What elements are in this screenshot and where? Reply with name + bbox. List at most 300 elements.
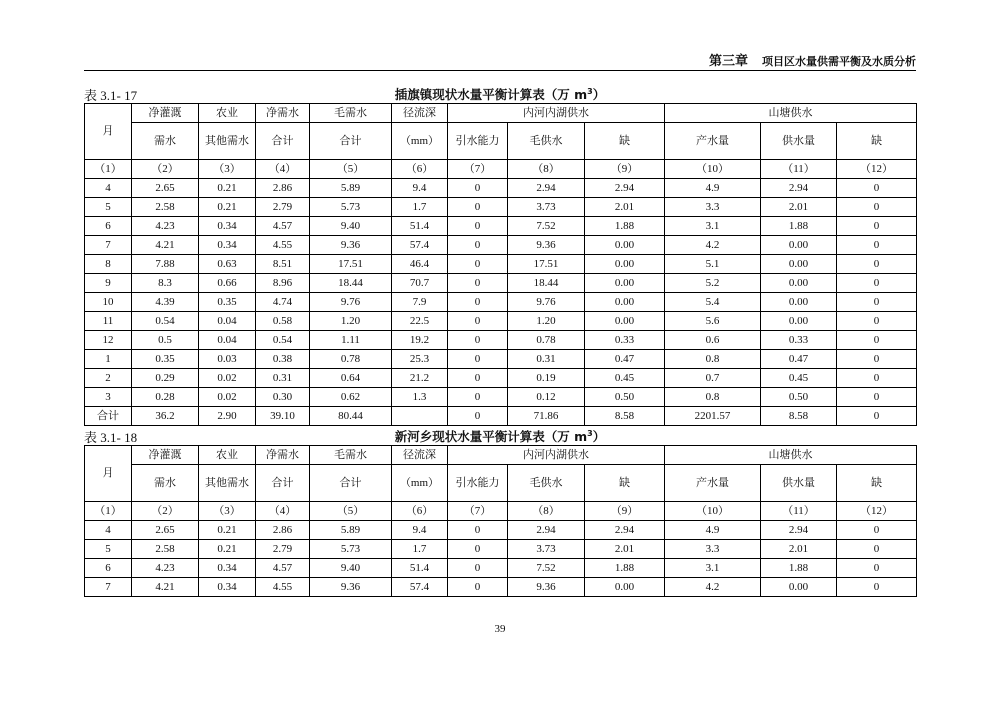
table-cell: 2.58: [132, 198, 199, 217]
table-cell: 0: [448, 312, 508, 331]
table-cell: 0.47: [585, 350, 665, 369]
header-cell: 供水量: [761, 123, 837, 160]
table-cell: 0.00: [761, 293, 837, 312]
table-row: [85, 559, 917, 578]
header-cell: 供水量: [761, 465, 837, 502]
header-cell: 净灌溉: [132, 104, 199, 123]
table-cell: 0: [837, 217, 917, 236]
table-cell: 0: [837, 350, 917, 369]
header-cell: 农业: [199, 104, 256, 123]
table-cell: 0: [448, 578, 508, 597]
index-cell: （7）: [448, 502, 508, 521]
header-cell: 月: [85, 104, 132, 160]
table-cell: 1.20: [508, 312, 585, 331]
table-cell: 0: [837, 236, 917, 255]
index-cell: （4）: [256, 160, 310, 179]
table-cell: 0: [448, 521, 508, 540]
table-title: 插旗镇现状水量平衡计算表（万 $m^3$）: [394, 86, 606, 102]
header-cell: 内河内湖供水: [448, 446, 665, 465]
table-cell: 0: [837, 255, 917, 274]
table-cell: 0.00: [761, 255, 837, 274]
table-row: [85, 255, 917, 274]
table-cell: 7: [85, 578, 132, 597]
table-cell: 25.3: [392, 350, 448, 369]
table-cell: 4: [85, 521, 132, 540]
header-cell: 合计: [256, 465, 310, 502]
index-cell: （2）: [132, 160, 199, 179]
header-cell: 缺: [585, 123, 665, 160]
table-cell: 8.58: [585, 407, 665, 426]
table-row: [85, 578, 917, 597]
table-cell: 0.31: [256, 369, 310, 388]
table-cell: 0: [837, 198, 917, 217]
table-cell: 46.4: [392, 255, 448, 274]
table-cell: 7.52: [508, 217, 585, 236]
table-cell: 3.1: [665, 217, 761, 236]
table-title: 新河乡现状水量平衡计算表（万 $m^3$）: [394, 428, 606, 444]
table-cell: 7: [85, 236, 132, 255]
table-cell: 51.4: [392, 559, 448, 578]
table-cell: 0: [448, 217, 508, 236]
table-cell: 17.51: [508, 255, 585, 274]
table-cell: 0.78: [310, 350, 392, 369]
table-cell: 0.21: [199, 540, 256, 559]
header-cell: 净灌溉: [132, 446, 199, 465]
header-row: [85, 104, 917, 123]
table-cell: 0: [448, 198, 508, 217]
water-balance-table: [84, 445, 917, 597]
table-cell: 0.54: [132, 312, 199, 331]
table-cell: 0: [448, 388, 508, 407]
table-cell: 18.44: [310, 274, 392, 293]
table-cell: 0.00: [761, 312, 837, 331]
header-cell: 缺: [585, 465, 665, 502]
table-cell: 2.94: [761, 179, 837, 198]
table-cell: 0.34: [199, 217, 256, 236]
table-cell: 2.94: [761, 521, 837, 540]
table-cell: 0.63: [199, 255, 256, 274]
index-cell: （3）: [199, 502, 256, 521]
table-cell: 3.3: [665, 198, 761, 217]
table-cell: 3.1: [665, 559, 761, 578]
index-cell: （1）: [85, 502, 132, 521]
header-cell: 净需水: [256, 104, 310, 123]
table-cell: 0.50: [585, 388, 665, 407]
table-cell: 0.45: [761, 369, 837, 388]
header-cell: 需水: [132, 123, 199, 160]
table-cell: 8: [85, 255, 132, 274]
table-cell: 2.65: [132, 179, 199, 198]
table-cell: 5.73: [310, 198, 392, 217]
header-row: [85, 123, 917, 160]
table-cell: 57.4: [392, 236, 448, 255]
table-cell: 7.52: [508, 559, 585, 578]
table-cell: 0: [837, 540, 917, 559]
table-cell: 2.58: [132, 540, 199, 559]
table-cell: 5: [85, 198, 132, 217]
page-header: [84, 50, 916, 68]
table-cell: 9.76: [310, 293, 392, 312]
index-cell: （2）: [132, 502, 199, 521]
table-number: 表 3.1- 18: [84, 430, 138, 445]
table-cell: 11: [85, 312, 132, 331]
header-cell: 月: [85, 446, 132, 502]
table-row: [85, 274, 917, 293]
table-cell: 0.54: [256, 331, 310, 350]
table-cell: 0.12: [508, 388, 585, 407]
table-cell: 0.28: [132, 388, 199, 407]
index-cell: （5）: [310, 502, 392, 521]
table-cell: 2.01: [761, 540, 837, 559]
table-cell: [392, 407, 448, 426]
table-cell: 2.01: [585, 540, 665, 559]
header-cell: 引水能力: [448, 123, 508, 160]
table-cell: 0.04: [199, 312, 256, 331]
table-cell: 0: [448, 293, 508, 312]
index-cell: （10）: [665, 160, 761, 179]
index-cell: （7）: [448, 160, 508, 179]
table-cell: 6: [85, 559, 132, 578]
index-cell: （9）: [585, 160, 665, 179]
table-cell: 80.44: [310, 407, 392, 426]
index-cell: （9）: [585, 502, 665, 521]
table-cell: 4.23: [132, 559, 199, 578]
table-cell: 7.88: [132, 255, 199, 274]
table-cell: 0: [837, 293, 917, 312]
table-cell: 6: [85, 217, 132, 236]
table-cell: 0: [448, 274, 508, 293]
table-row: [85, 198, 917, 217]
table-cell: 2.86: [256, 521, 310, 540]
table-cell: 5.6: [665, 312, 761, 331]
index-cell: （6）: [392, 160, 448, 179]
table-cell: 1.88: [585, 559, 665, 578]
table-cell: 4.21: [132, 578, 199, 597]
table-row: [85, 236, 917, 255]
index-cell: （11）: [761, 502, 837, 521]
table-cell: 2.94: [585, 521, 665, 540]
header-cell: 合计: [256, 123, 310, 160]
table-cell: 3: [85, 388, 132, 407]
table-cell: 7.9: [392, 293, 448, 312]
table-cell: 2201.57: [665, 407, 761, 426]
table-cell: 0.31: [508, 350, 585, 369]
table-cell: 9.36: [310, 578, 392, 597]
table-cell: 9.36: [310, 236, 392, 255]
table-cell: 0.35: [199, 293, 256, 312]
table-cell: 1.3: [392, 388, 448, 407]
header-cell: 毛需水: [310, 104, 392, 123]
table-cell: 0.00: [585, 312, 665, 331]
header-cell: 径流深: [392, 104, 448, 123]
table-cell: 0: [448, 369, 508, 388]
table-cell: 5.73: [310, 540, 392, 559]
table-cell: 4.2: [665, 236, 761, 255]
header-cell: 山塘供水: [665, 446, 917, 465]
header-cell: 合计: [310, 123, 392, 160]
table-cell: 4.9: [665, 521, 761, 540]
table-cell: 1.7: [392, 198, 448, 217]
table-cell: 0.33: [585, 331, 665, 350]
table-cell: 0.8: [665, 350, 761, 369]
table-cell: 17.51: [310, 255, 392, 274]
header-cell: 内河内湖供水: [448, 104, 665, 123]
header-cell: 径流深: [392, 446, 448, 465]
table-cell: 5.89: [310, 179, 392, 198]
table-row: [85, 350, 917, 369]
table-cell: 1.88: [585, 217, 665, 236]
table-cell: 0: [837, 521, 917, 540]
header-cell: 产水量: [665, 123, 761, 160]
header-cell: 需水: [132, 465, 199, 502]
table-cell: 0.35: [132, 350, 199, 369]
table-cell: 0: [837, 331, 917, 350]
table-cell: 0: [837, 274, 917, 293]
table-cell: 9.36: [508, 578, 585, 597]
table-cell: 2.90: [199, 407, 256, 426]
table-cell: 2.86: [256, 179, 310, 198]
table-cell: 4.55: [256, 578, 310, 597]
index-cell: （10）: [665, 502, 761, 521]
table-cell: 51.4: [392, 217, 448, 236]
table-cell: 4.57: [256, 559, 310, 578]
table-cell: 2.79: [256, 540, 310, 559]
table-cell: 19.2: [392, 331, 448, 350]
table-cell: 0.8: [665, 388, 761, 407]
table-cell: 4.74: [256, 293, 310, 312]
section-title: 项目区水量供需平衡及水质分析: [762, 55, 916, 68]
table-cell: 1.7: [392, 540, 448, 559]
header-cell: 净需水: [256, 446, 310, 465]
index-row: [85, 160, 917, 179]
chapter-label: 第三章: [708, 54, 748, 69]
table-cell: 0.45: [585, 369, 665, 388]
table-cell: 9.76: [508, 293, 585, 312]
table-cell: 8.96: [256, 274, 310, 293]
header-cell: 毛供水: [508, 123, 585, 160]
table-cell: 0: [837, 407, 917, 426]
table-cell: 2.01: [761, 198, 837, 217]
table-cell: 0.02: [199, 388, 256, 407]
table-cell: 0: [837, 559, 917, 578]
header-cell: （mm）: [392, 123, 448, 160]
table-cell: 9: [85, 274, 132, 293]
table-cell: 5.2: [665, 274, 761, 293]
table-cell: 3.3: [665, 540, 761, 559]
table-cell: 4: [85, 179, 132, 198]
table-cell: 0.04: [199, 331, 256, 350]
table-cell: 3.73: [508, 198, 585, 217]
table-row: [85, 388, 917, 407]
table-cell: 0: [448, 559, 508, 578]
index-cell: （4）: [256, 502, 310, 521]
table-row: [85, 369, 917, 388]
table-cell: 0: [837, 578, 917, 597]
table-cell: 0.66: [199, 274, 256, 293]
index-row: [85, 502, 917, 521]
table-cell: 5: [85, 540, 132, 559]
table-cell: 70.7: [392, 274, 448, 293]
table-cell: 0: [448, 331, 508, 350]
header-rule: [84, 70, 916, 71]
table-cell: 2.94: [585, 179, 665, 198]
table-cell: 8.3: [132, 274, 199, 293]
table-cell: 5.89: [310, 521, 392, 540]
table-cell: 2.79: [256, 198, 310, 217]
table-cell: 0.21: [199, 521, 256, 540]
table-cell: 1.11: [310, 331, 392, 350]
table-cell: 0.00: [761, 578, 837, 597]
table-cell: 36.2: [132, 407, 199, 426]
table-row: [85, 179, 917, 198]
table-cell: 0.00: [585, 255, 665, 274]
header-row: [85, 446, 917, 465]
index-cell: （5）: [310, 160, 392, 179]
table-cell: 0.34: [199, 236, 256, 255]
table-cell: 0.34: [199, 578, 256, 597]
table-cell: 0.29: [132, 369, 199, 388]
index-cell: （12）: [837, 502, 917, 521]
table-cell: 0.00: [585, 293, 665, 312]
table-cell: 4.9: [665, 179, 761, 198]
table-cell: 22.5: [392, 312, 448, 331]
header-cell: 产水量: [665, 465, 761, 502]
table-cell: 0.58: [256, 312, 310, 331]
table-cell: 0: [448, 350, 508, 369]
table-cell: 0.21: [199, 179, 256, 198]
table-cell: 0.00: [585, 578, 665, 597]
table-row: [85, 312, 917, 331]
table-cell: 2.94: [508, 179, 585, 198]
header-cell: 其他需水: [199, 465, 256, 502]
table-cell: 8.51: [256, 255, 310, 274]
table-row: [85, 293, 917, 312]
header-cell: 缺: [837, 465, 917, 502]
table-cell: 0: [448, 407, 508, 426]
index-cell: （6）: [392, 502, 448, 521]
table-cell: 21.2: [392, 369, 448, 388]
table-cell: 3.73: [508, 540, 585, 559]
table-cell: 0.64: [310, 369, 392, 388]
table-cell: 4.55: [256, 236, 310, 255]
table-cell: 9.4: [392, 521, 448, 540]
table-cell: 0: [837, 312, 917, 331]
table-cell: 5.1: [665, 255, 761, 274]
table-cell: 0.21: [199, 198, 256, 217]
header-cell: 农业: [199, 446, 256, 465]
table-cell: 1: [85, 350, 132, 369]
table-caption: [84, 85, 916, 103]
table-cell: 39.10: [256, 407, 310, 426]
table-number: 表 3.1- 17: [84, 88, 138, 103]
table-cell: 18.44: [508, 274, 585, 293]
table-cell: 10: [85, 293, 132, 312]
table-cell: 0.30: [256, 388, 310, 407]
table-cell: 合计: [85, 407, 132, 426]
index-cell: （8）: [508, 502, 585, 521]
table-cell: 4.57: [256, 217, 310, 236]
table-cell: 0.00: [761, 274, 837, 293]
page-number: 39: [494, 623, 506, 635]
table-cell: 0.7: [665, 369, 761, 388]
header-cell: 山塘供水: [665, 104, 917, 123]
header-cell: 合计: [310, 465, 392, 502]
table-cell: 9.40: [310, 217, 392, 236]
table-cell: 0: [837, 179, 917, 198]
index-cell: （11）: [761, 160, 837, 179]
table-row: [85, 331, 917, 350]
table-cell: 0: [448, 236, 508, 255]
table-cell: 2.65: [132, 521, 199, 540]
table-cell: 9.4: [392, 179, 448, 198]
table-cell: 2.01: [585, 198, 665, 217]
table-cell: 0.5: [132, 331, 199, 350]
table-row: [85, 521, 917, 540]
table-cell: 57.4: [392, 578, 448, 597]
table-cell: 0: [837, 369, 917, 388]
table-cell: 1.88: [761, 559, 837, 578]
table-row: [85, 217, 917, 236]
header-cell: 缺: [837, 123, 917, 160]
table-cell: 0: [837, 388, 917, 407]
index-cell: （12）: [837, 160, 917, 179]
table-cell: 0.38: [256, 350, 310, 369]
table-row: [85, 407, 917, 426]
table-cell: 0.50: [761, 388, 837, 407]
table-cell: 1.20: [310, 312, 392, 331]
table-cell: 4.23: [132, 217, 199, 236]
table-cell: 9.36: [508, 236, 585, 255]
header-cell: 毛需水: [310, 446, 392, 465]
table-cell: 0: [448, 179, 508, 198]
table-cell: 8.58: [761, 407, 837, 426]
table-cell: 0.47: [761, 350, 837, 369]
header-cell: （mm）: [392, 465, 448, 502]
table-cell: 0.33: [761, 331, 837, 350]
table-cell: 9.40: [310, 559, 392, 578]
table-caption: [84, 427, 916, 445]
table-cell: 71.86: [508, 407, 585, 426]
index-cell: （1）: [85, 160, 132, 179]
table-cell: 4.21: [132, 236, 199, 255]
table-row: [85, 540, 917, 559]
index-cell: （3）: [199, 160, 256, 179]
table-cell: 0.03: [199, 350, 256, 369]
water-balance-table: [84, 103, 917, 426]
table-cell: 5.4: [665, 293, 761, 312]
table-cell: 0: [448, 540, 508, 559]
table-cell: 0.78: [508, 331, 585, 350]
header-cell: 其他需水: [199, 123, 256, 160]
table-cell: 0.34: [199, 559, 256, 578]
table-cell: 0.02: [199, 369, 256, 388]
header-cell: 引水能力: [448, 465, 508, 502]
table-cell: 0.00: [585, 236, 665, 255]
table-cell: 2: [85, 369, 132, 388]
index-cell: （8）: [508, 160, 585, 179]
table-cell: 0: [448, 255, 508, 274]
table-cell: 4.39: [132, 293, 199, 312]
table-cell: 1.88: [761, 217, 837, 236]
table-cell: 12: [85, 331, 132, 350]
table-cell: 2.94: [508, 521, 585, 540]
table-cell: 0.6: [665, 331, 761, 350]
header-row: [85, 465, 917, 502]
table-cell: 0.62: [310, 388, 392, 407]
table-cell: 0.00: [585, 274, 665, 293]
header-cell: 毛供水: [508, 465, 585, 502]
table-cell: 4.2: [665, 578, 761, 597]
